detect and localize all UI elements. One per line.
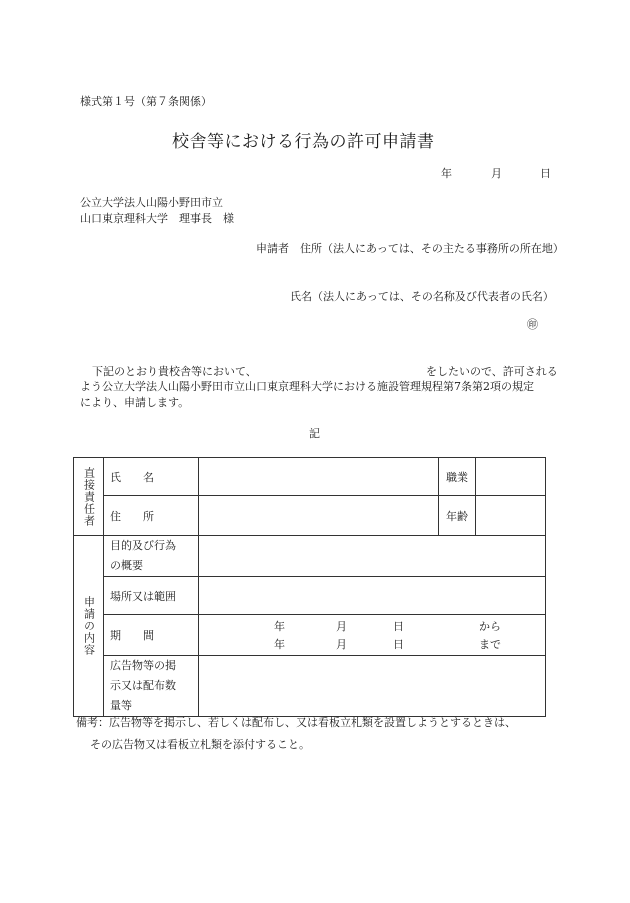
application-table	[73, 457, 546, 717]
table-row	[74, 458, 546, 496]
intro-line-2: よう公立大学法人山陽小野田市立山口東京理科大学における施設管理規程第7条第2項の規定	[80, 380, 534, 393]
name-label-cell	[104, 458, 199, 496]
table-row	[74, 577, 546, 615]
ads-label-cell	[104, 656, 199, 717]
table-row	[74, 656, 546, 717]
table-row	[74, 496, 546, 536]
note-line-2: その広告物又は看板立札類を添付すること。	[90, 738, 310, 751]
table-row	[74, 615, 546, 656]
date-year-label: 年	[441, 167, 452, 180]
intro-lead: 下記のとおり貴校舎等において、	[92, 365, 257, 378]
section-direct-responsible: 直接責任者	[74, 458, 104, 536]
ads-field[interactable]	[199, 656, 546, 717]
age-label: 年齢	[439, 496, 476, 536]
period-from-year: 年	[274, 620, 285, 633]
place-label: 場所又は範囲	[104, 577, 199, 615]
name-label: 氏 名	[110, 470, 154, 484]
applicant-name-label: 氏名（法人にあっては、その名称及び代表者の氏名）	[290, 290, 554, 303]
age-field[interactable]	[476, 496, 546, 536]
address-label: 住 所	[110, 509, 154, 523]
applicant-address-label: 申請者 住所（法人にあっては、その主たる事務所の所在地）	[256, 242, 564, 255]
table-row	[74, 536, 546, 577]
date-month-label: 月	[491, 167, 502, 180]
period-to-month: 月	[336, 638, 347, 651]
ads-label-line-1: 広告物等の掲	[110, 659, 176, 672]
period-from-month: 月	[336, 620, 347, 633]
ki-heading: 記	[309, 427, 320, 440]
form-number: 様式第１号（第７条関係）	[80, 95, 212, 108]
note-line-1: 備考：広告物等を掲示し、若しくは配布し、又は看板立札類を設置しようとするときは、	[76, 716, 516, 729]
intro-tail: をしたいので、許可される	[426, 365, 558, 378]
period-to-day: 日	[393, 638, 404, 651]
place-field[interactable]	[199, 577, 546, 615]
ads-label-line-3: 量等	[110, 699, 132, 712]
period-to-suffix: まで	[479, 638, 501, 651]
period-to-year: 年	[274, 638, 285, 651]
name-field[interactable]	[199, 458, 439, 496]
date-day-label: 日	[540, 167, 551, 180]
address-field[interactable]	[199, 496, 439, 536]
occupation-field[interactable]	[476, 458, 546, 496]
purpose-label-line-2: の概要	[110, 559, 143, 572]
addressee-line-1: 公立大学法人山陽小野田市立	[80, 196, 223, 209]
intro-line-3: により、申請します。	[80, 396, 190, 409]
occupation-label: 職業	[439, 458, 476, 496]
addressee-line-2: 山口東京理科大学 理事長 様	[80, 212, 234, 225]
period-from-day: 日	[393, 620, 404, 633]
purpose-field[interactable]	[199, 536, 546, 577]
page-title: 校舎等における行為の許可申請書	[172, 132, 435, 152]
purpose-label-cell	[104, 536, 199, 577]
period-label: 期 間	[104, 615, 199, 656]
period-from-suffix: から	[479, 620, 501, 633]
section-application-content: 申請の内容	[74, 536, 104, 717]
purpose-label-line-1: 目的及び行為	[110, 539, 176, 552]
ads-label-line-2: 示又は配布数	[110, 679, 176, 692]
period-field[interactable]	[199, 615, 546, 656]
address-label-cell	[104, 496, 199, 536]
seal-mark: ㊞	[527, 318, 538, 331]
